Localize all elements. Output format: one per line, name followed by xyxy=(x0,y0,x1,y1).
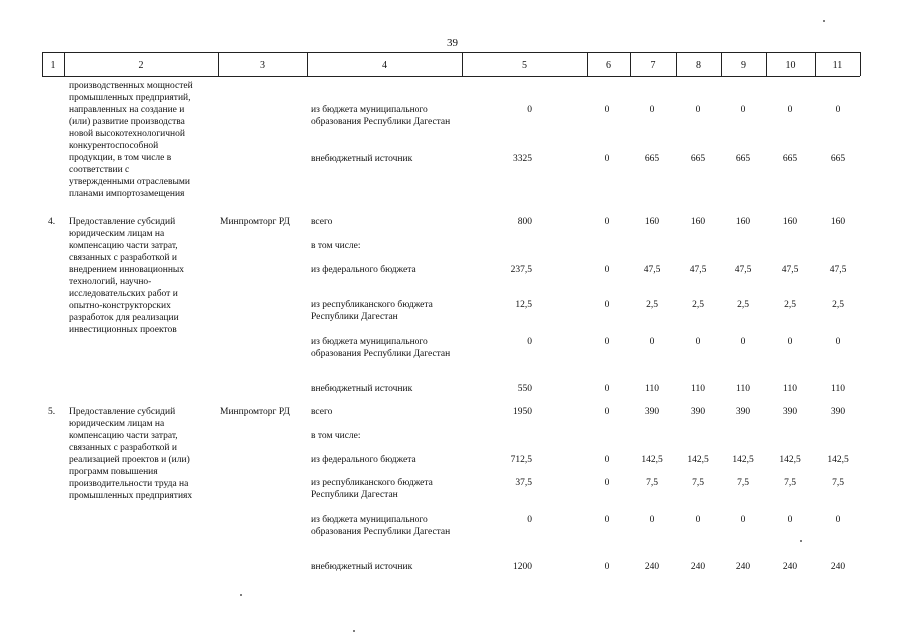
value-cell: 0 xyxy=(740,337,746,347)
value-cell: 240 xyxy=(735,562,751,572)
funding-source: из федерального бюджета xyxy=(311,455,416,465)
value-cell: 0 xyxy=(604,154,610,164)
value-cell: 0 xyxy=(604,515,610,525)
measure-description-line: новой высокотехнологичной xyxy=(69,129,185,139)
value-cell: 0 xyxy=(527,337,532,347)
header-cell: 10 xyxy=(785,60,796,71)
value-cell: 390 xyxy=(830,407,846,417)
value-cell: 390 xyxy=(644,407,660,417)
value-cell: 2,5 xyxy=(646,300,658,310)
funding-source: в том числе: xyxy=(311,431,361,441)
value-cell: 665 xyxy=(830,154,846,164)
measure-description-line: реализацией проектов и (или) xyxy=(69,455,190,465)
value-cell: 0 xyxy=(695,337,701,347)
value-cell: 47,5 xyxy=(643,265,661,275)
scan-speck xyxy=(800,540,802,542)
measure-description-line: опытно-конструкторских xyxy=(69,301,171,311)
value-cell: 0 xyxy=(787,105,793,115)
value-cell: 240 xyxy=(830,562,846,572)
value-cell: 0 xyxy=(604,300,610,310)
value-cell: 800 xyxy=(517,217,532,227)
value-cell: 0 xyxy=(787,515,793,525)
funding-source: из бюджета муниципального образования Республики Дагестан xyxy=(311,337,451,359)
header-cell: 6 xyxy=(606,60,611,71)
value-cell: 47,5 xyxy=(829,265,847,275)
value-cell: 0 xyxy=(604,478,610,488)
value-cell: 37,5 xyxy=(515,478,532,488)
header-bottom-rule xyxy=(42,76,860,77)
funding-source: внебюджетный источник xyxy=(311,562,413,572)
measure-description-line: производительности труда на xyxy=(69,479,189,489)
value-cell: 160 xyxy=(782,217,798,227)
header-cell: 1 xyxy=(50,60,56,71)
header-cell: 2 xyxy=(138,60,144,71)
value-cell: 160 xyxy=(830,217,846,227)
value-cell: 240 xyxy=(690,562,706,572)
value-cell: 0 xyxy=(649,337,655,347)
value-cell: 665 xyxy=(782,154,798,164)
value-cell: 665 xyxy=(735,154,751,164)
measure-description-line: связанных с разработкой и xyxy=(69,443,177,453)
measure-description-line: юридическим лицам на xyxy=(69,229,165,239)
value-cell: 0 xyxy=(695,515,701,525)
value-cell: 160 xyxy=(690,217,706,227)
value-cell: 0 xyxy=(604,217,610,227)
value-cell: 110 xyxy=(691,384,705,394)
value-cell: 0 xyxy=(649,515,655,525)
value-cell: 0 xyxy=(835,337,841,347)
funding-source: из республиканского бюджета Республики Дагестан xyxy=(311,300,433,322)
value-cell: 160 xyxy=(735,217,751,227)
funding-source: внебюджетный источник xyxy=(311,154,413,164)
value-cell: 0 xyxy=(604,337,610,347)
value-cell: 0 xyxy=(787,337,793,347)
measure-description-line: разработок для реализации xyxy=(69,313,179,323)
value-cell: 2,5 xyxy=(737,300,749,310)
value-cell: 7,5 xyxy=(784,478,796,488)
value-cell: 237,5 xyxy=(510,265,532,275)
scan-speck xyxy=(823,20,825,22)
header-cell: 5 xyxy=(522,60,527,71)
measure-description-line: программ повышения xyxy=(69,467,158,477)
measure-description-line: связанных с разработкой и xyxy=(69,253,177,263)
value-cell: 0 xyxy=(527,515,532,525)
value-cell: 47,5 xyxy=(734,265,752,275)
measure-description-line: технологий, научно- xyxy=(69,277,152,287)
value-cell: 142,5 xyxy=(779,455,801,465)
value-cell: 240 xyxy=(644,562,660,572)
header-cell: 8 xyxy=(696,60,701,71)
value-cell: 7,5 xyxy=(646,478,658,488)
value-cell: 0 xyxy=(604,105,610,115)
measure-description-line: Предоставление субсидий xyxy=(69,217,176,227)
measure-description-line: утвержденными отраслевыми xyxy=(69,177,190,187)
funding-source: всего xyxy=(311,217,333,227)
value-cell: 12,5 xyxy=(515,300,532,310)
value-cell: 665 xyxy=(644,154,660,164)
page-number: 39 xyxy=(447,37,458,49)
measure-description-line: производственных мощностей xyxy=(69,81,193,91)
value-cell: 665 xyxy=(690,154,706,164)
measure-description-line: промышленных предприятий, xyxy=(69,93,191,103)
value-cell: 390 xyxy=(782,407,798,417)
value-cell: 0 xyxy=(604,455,610,465)
value-cell: 2,5 xyxy=(692,300,704,310)
measure-description-line: направленных на создание и xyxy=(69,105,185,115)
item-number: 4. xyxy=(48,217,56,227)
funding-source: из республиканского бюджета Республики Дагестан xyxy=(311,478,433,500)
measure-description-line: юридическим лицам на xyxy=(69,419,165,429)
value-cell: 240 xyxy=(782,562,798,572)
value-cell: 0 xyxy=(835,515,841,525)
measure-description-line: промышленных предприятиях xyxy=(69,491,193,501)
value-cell: 0 xyxy=(835,105,841,115)
item-number: 5. xyxy=(48,407,56,417)
measure-description-line: (или) развитие производства xyxy=(69,117,185,127)
header-cell: 4 xyxy=(382,60,387,71)
value-cell: 0 xyxy=(649,105,655,115)
header-cell: 7 xyxy=(650,60,656,71)
value-cell: 3325 xyxy=(513,154,532,164)
value-cell: 2,5 xyxy=(784,300,796,310)
funding-source: внебюджетный источник xyxy=(311,384,413,394)
measure-description-line: внедрением инновационных xyxy=(69,265,185,275)
value-cell: 390 xyxy=(735,407,751,417)
value-cell: 550 xyxy=(517,384,532,394)
funding-source: из бюджета муниципального образования Республики Дагестан xyxy=(311,105,451,127)
value-cell: 160 xyxy=(644,217,660,227)
value-cell: 0 xyxy=(604,265,610,275)
measure-description-line: планами импортозамещения xyxy=(69,189,185,199)
value-cell: 47,5 xyxy=(781,265,799,275)
value-cell: 110 xyxy=(645,384,659,394)
value-cell: 110 xyxy=(831,384,845,394)
executor: Минпромторг РД xyxy=(220,407,290,417)
header-top-rule xyxy=(42,52,860,53)
value-cell: 110 xyxy=(736,384,750,394)
value-cell: 712,5 xyxy=(510,455,532,465)
header-cell: 11 xyxy=(832,60,843,71)
measure-description-line: соответствии с xyxy=(69,165,130,175)
value-cell: 1200 xyxy=(513,562,532,572)
value-cell: 142,5 xyxy=(641,455,663,465)
value-cell: 47,5 xyxy=(689,265,707,275)
measure-description-line: компенсацию части затрат, xyxy=(69,241,178,251)
value-cell: 0 xyxy=(527,105,532,115)
value-cell: 110 xyxy=(783,384,797,394)
value-cell: 0 xyxy=(604,407,610,417)
funding-source: всего xyxy=(311,407,333,417)
value-cell: 7,5 xyxy=(692,478,704,488)
funding-source: в том числе: xyxy=(311,241,361,251)
scan-speck xyxy=(240,594,242,596)
value-cell: 142,5 xyxy=(732,455,754,465)
executor: Минпромторг РД xyxy=(220,217,290,227)
value-cell: 0 xyxy=(604,562,610,572)
value-cell: 142,5 xyxy=(827,455,849,465)
measure-description-line: исследовательских работ и xyxy=(69,289,178,299)
header-cell: 9 xyxy=(741,60,746,71)
value-cell: 0 xyxy=(740,105,746,115)
value-cell: 1950 xyxy=(513,407,532,417)
value-cell: 7,5 xyxy=(737,478,749,488)
funding-source: из бюджета муниципального образования Республики Дагестан xyxy=(311,515,451,537)
value-cell: 142,5 xyxy=(687,455,709,465)
value-cell: 0 xyxy=(695,105,701,115)
measure-description-line: компенсацию части затрат, xyxy=(69,431,178,441)
value-cell: 7,5 xyxy=(832,478,844,488)
funding-source: из федерального бюджета xyxy=(311,265,416,275)
measure-description-line: продукции, в том числе в xyxy=(69,153,172,163)
value-cell: 2,5 xyxy=(832,300,844,310)
measure-description-line: инвестиционных проектов xyxy=(69,325,177,335)
header-column-divider xyxy=(860,52,861,76)
value-cell: 0 xyxy=(604,384,610,394)
value-cell: 390 xyxy=(690,407,706,417)
value-cell: 0 xyxy=(740,515,746,525)
scan-speck xyxy=(353,630,355,632)
header-cell: 3 xyxy=(260,60,265,71)
measure-description-line: Предоставление субсидий xyxy=(69,407,176,417)
measure-description-line: конкурентоспособной xyxy=(69,141,159,151)
